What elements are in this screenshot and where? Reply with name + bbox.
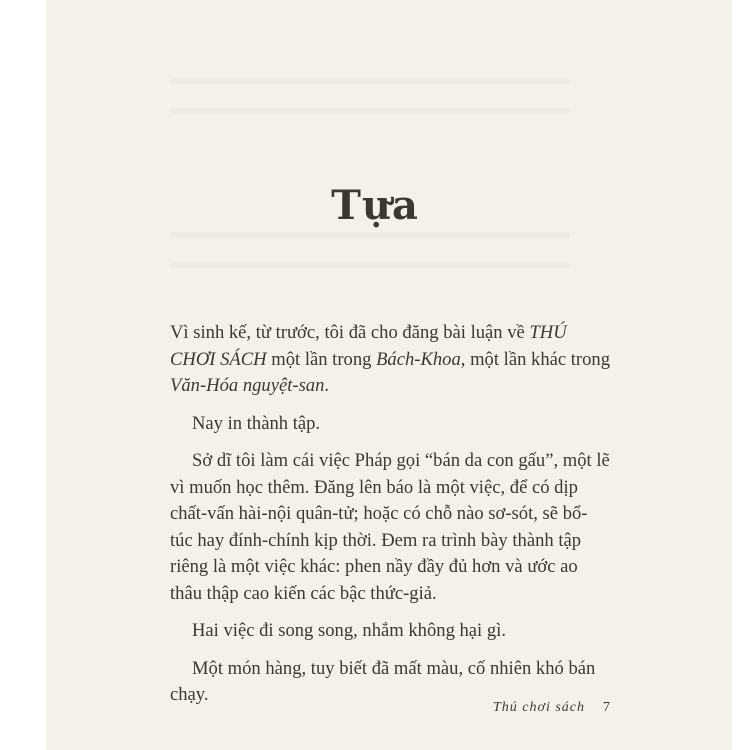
bleed-through-line bbox=[170, 262, 570, 268]
page-footer bbox=[460, 700, 610, 716]
bleed-through-line bbox=[170, 78, 570, 84]
preface-body bbox=[170, 320, 610, 720]
running-title: Thú chơi sách bbox=[492, 700, 585, 715]
paragraph-5: Một món hàng, tuy biết đã mất màu, cố nhiên khó bán chạy. bbox=[170, 657, 596, 705]
paragraph-1-text-a: Vì sinh kế, từ trước, tôi đã cho đăng bài luận về bbox=[170, 322, 530, 343]
bleed-through-line bbox=[170, 232, 570, 238]
page-number: 7 bbox=[603, 700, 610, 715]
paragraph-1 bbox=[170, 320, 610, 400]
paragraph-1-text-e: , một lần khác trong bbox=[460, 348, 611, 370]
book-title-reference: THÚ CHƠI SÁCH bbox=[170, 322, 567, 370]
paragraph-2: Nay in thành tập. bbox=[192, 412, 321, 434]
paragraph-4: Hai việc đi song song, nhắm không hại gì. bbox=[192, 620, 506, 641]
paragraph-1-text-c: một lần trong bbox=[266, 348, 377, 370]
chapter-heading: Tựa bbox=[331, 182, 419, 229]
magazine-reference-van-hoa: Văn-Hóa nguyệt-san bbox=[170, 375, 325, 396]
bleed-through-line bbox=[170, 108, 570, 114]
magazine-reference-bach-khoa: Bách-Khoa bbox=[376, 348, 461, 370]
paragraph-1-text-g: . bbox=[324, 375, 330, 396]
paragraph-3: Sở dĩ tôi làm cái việc Pháp gọi “bán da con gấu”, một lẽ vì muốn học thêm. Đăng lên báo là một việc, để có dịp chất-vấn hài-nội quân-tử; hoặc có chỗ nào sơ-sót, sẽ bổ-túc hay đính-chính kịp thời. Đem ra trình bày thành tập riêng là một việc khác: phen nầy đầy đủ hơn và ước ao thâu thập cao kiến các bậc thức-giả. bbox=[170, 450, 610, 604]
